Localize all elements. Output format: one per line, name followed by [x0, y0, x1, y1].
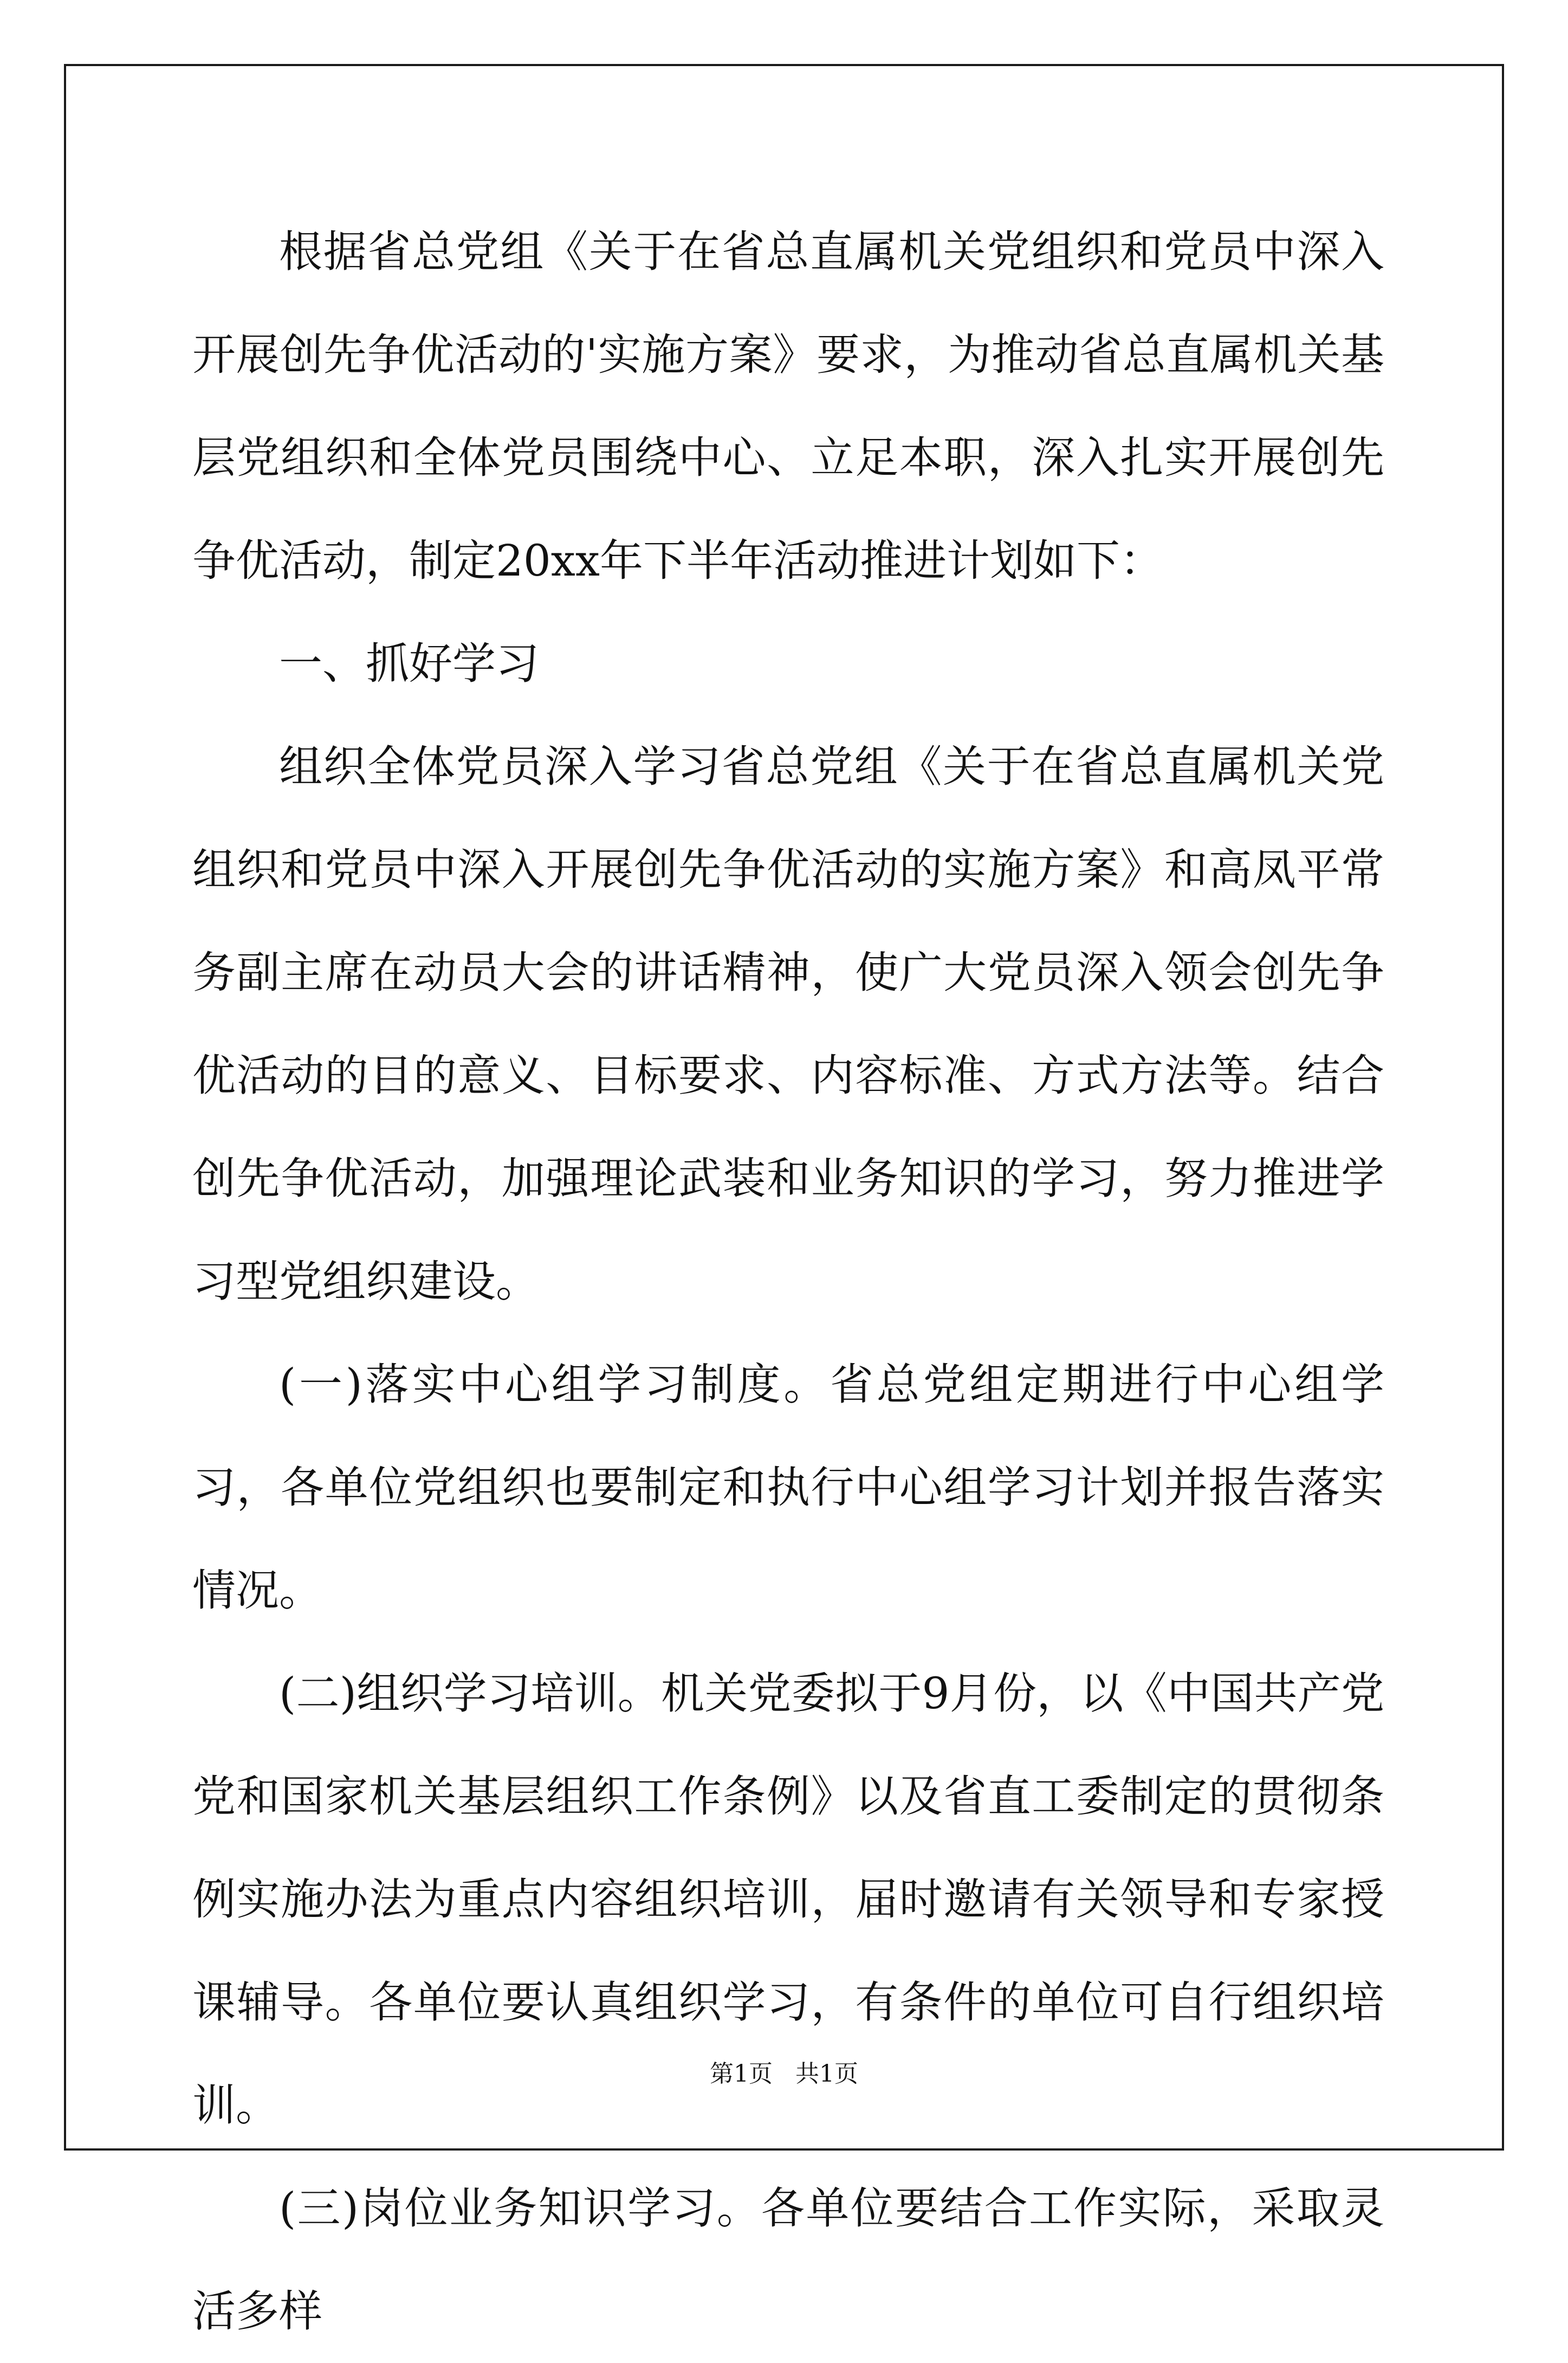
- paragraph-study: 组织全体党员深入学习省总党组《关于在省总直属机关党组织和党员中深入开展创先争优活动的实施方案》和高凤平常务副主席在动员大会的讲话精神，使广大党员深入领会创先争优活动的目的意义、目标要求、内容标准、方式方法等。结合创先争优活动，加强理论武装和业务知识的学习，努力推进学习型党组织建设。: [192, 741, 1384, 1307]
- paragraph-item-1: (一)落实中心组学习制度。省总党组定期进行中心组学习，各单位党组织也要制定和执行中心组学习计划并报告落实情况。: [192, 1359, 1384, 1616]
- section-heading-study: 一、抓好学习: [279, 638, 539, 689]
- document-body: [192, 201, 1384, 2363]
- paragraph-item-2: (二)组织学习培训。机关党委拟于9月份，以《中国共产党党和国家机关基层组织工作条例》以及省直工委制定的贯彻条例实施办法为重点内容组织培训，届时邀请有关领导和专家授课辅导。各单位要认真组织学习，有条件的单位可自行组织培训。: [192, 1668, 1384, 2130]
- paragraph-intro: 根据省总党组《关于在省总直属机关党组织和党员中深入开展创先争优活动的'实施方案》要求，为推动省总直属机关基层党组织和全体党员围绕中心、立足本职，深入扎实开展创先争优活动，制定20xx年下半年活动推进计划如下：: [192, 227, 1384, 586]
- page-number-footer: 第1页 共1页: [710, 2060, 858, 2088]
- paragraph-item-3: (三)岗位业务知识学习。各单位要结合工作实际，采取灵活多样: [192, 2183, 1384, 2336]
